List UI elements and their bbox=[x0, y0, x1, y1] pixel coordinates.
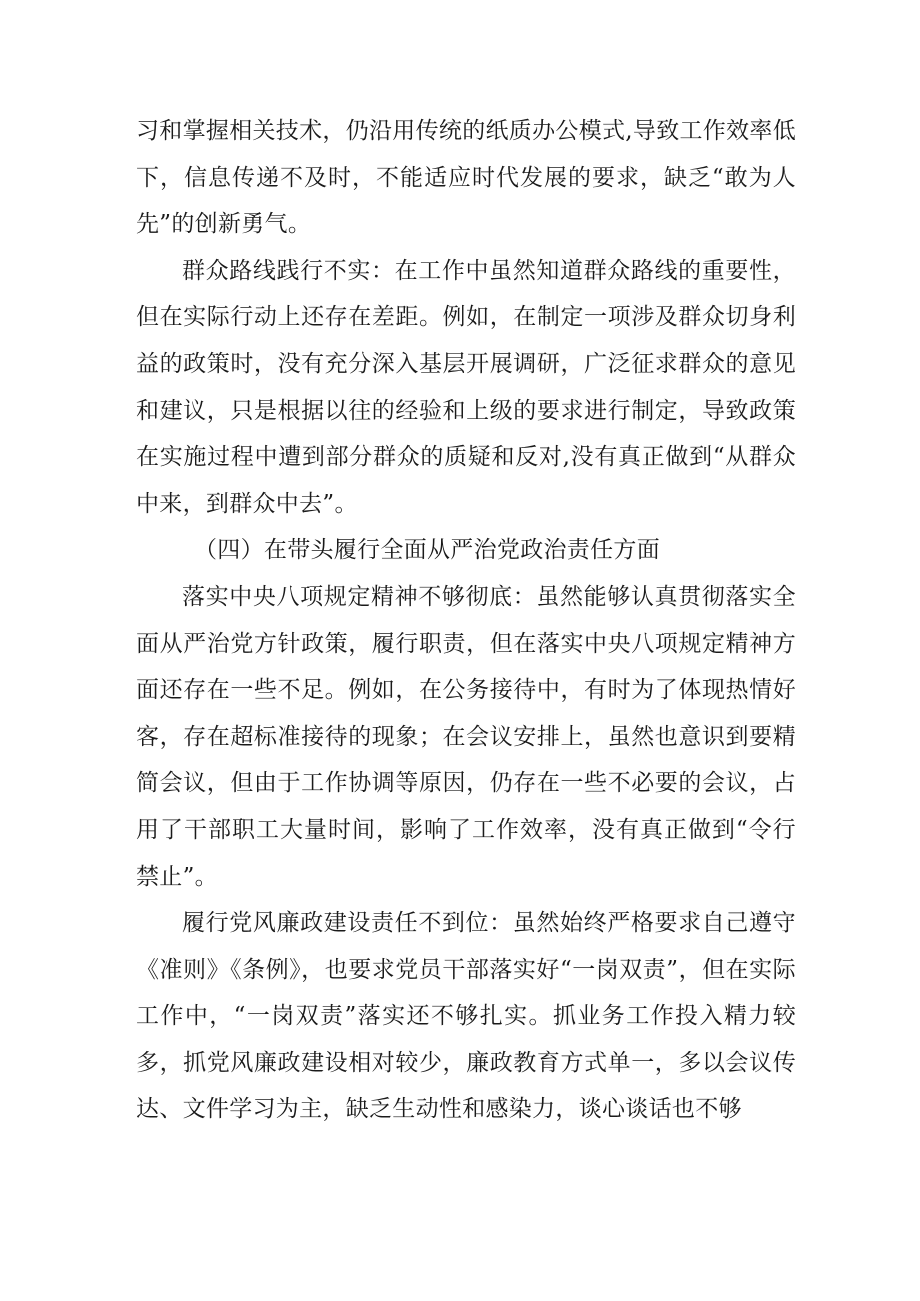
document-body bbox=[136, 108, 796, 1133]
paragraph-clean-governance: 履行党风廉政建设责任不到位：虽然始终严格要求自己遵守《准则》《条例》，也要求党员干部落实好“一岗双责”，但在实际工作中，“一岗双责”落实还不够扎实。抓业务工作投入精力较多，抓党风廉政建设相对较少，廉政教育方式单一，多以会议传达、文件学习为主，缺乏生动性和感染力，谈心谈话也不够 bbox=[136, 910, 796, 1123]
paragraph-continuation: 习和掌握相关技术，仍沿用传统的纸质办公模式,导致工作效率低下，信息传递不及时，不能适应时代发展的要求，缺乏“敢为人先”的创新勇气。 bbox=[136, 118, 797, 238]
section-heading-four: （四）在带头履行全面从严治党政治责任方面 bbox=[194, 537, 660, 564]
paragraph-eight-rules: 落实中央八项规定精神不够彻底：虽然能够认真贯彻落实全面从严治党方针政策，履行职责，但在落实中央八项规定精神方面还存在一些不足。例如，在公务接待中，有时为了体现热情好客，存在超标准接待的现象；在会议安排上，虽然也意识到要精简会议，但由于工作协调等原因，仍存在一些不必要的会议，占用了干部职工大量时间，影响了工作效率，没有真正做到“令行禁止”。 bbox=[136, 583, 796, 890]
paragraph-mass-line: 群众路线践行不实：在工作中虽然知道群众路线的重要性，但在实际行动上还存在差距。例如，在制定一项涉及群众切身利益的政策时，没有充分深入基层开展调研，广泛征求群众的意见和建议，只是根据以往的经验和上级的要求进行制定，导致政策在实施过程中遭到部分群众的质疑和反对,没有真正做到“从群众中来，到群众中去”。 bbox=[136, 257, 796, 517]
